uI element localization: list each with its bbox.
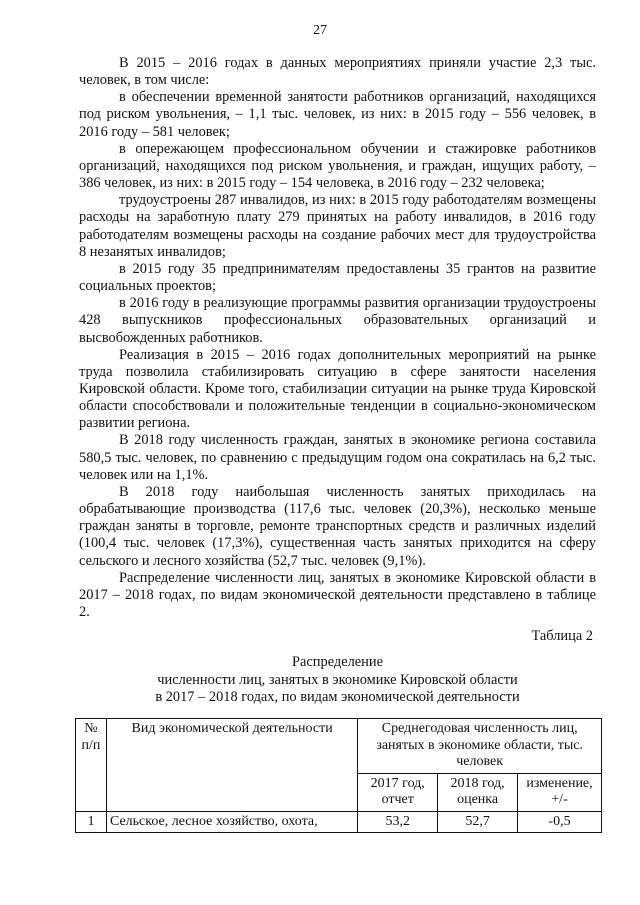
paragraph: В 2015 – 2016 годах в данных мероприятиях приняли участие 2,3 тыс. человек, в том числе: <box>79 55 596 89</box>
paragraph: в 2016 году в реализующие программы развития организации трудоустроены 428 выпускников профессиональных образовательных организаций и высвобожденных работников. <box>79 295 596 346</box>
header-change: изменение, +/- <box>518 773 602 811</box>
paragraph: Распределение численности лиц, занятых в экономике Кировской области в 2017 – 2018 годах, по видам экономической деятельности представлено в таблице 2. <box>79 569 596 620</box>
header-number: № п/п <box>76 719 107 812</box>
employment-table <box>75 718 602 833</box>
table-label: Таблица 2 <box>531 628 593 644</box>
table-row <box>76 811 602 833</box>
table-caption-line: Распределение <box>292 654 383 670</box>
paragraph: в обеспечении временной занятости работников организаций, находящихся под риском увольнения, – 1,1 тыс. человек, из них: в 2015 году – 556 человек, в 2016 году – 581 человек; <box>79 89 596 140</box>
header-year-2017: 2017 год, отчет <box>358 773 438 811</box>
row-value-2018: 52,7 <box>438 811 518 833</box>
table-caption-line: численности лиц, занятых в экономике Кировской области <box>157 671 518 688</box>
page-number: 27 <box>313 23 327 38</box>
paragraph: в опережающем профессиональном обучении и стажировке работников организаций, находящихся под риском увольнения, и граждан, ищущих работу, – 386 человек, из них: в 2015 году – 154 человека, в 2016 году – 232 человека; <box>79 140 596 192</box>
paragraph: В 2018 году численность граждан, занятых в экономике региона составила 580,5 тыс. человек, по сравнению с предыдущим годом она сократилась на 6,2 тыс. человек или на 1,1%. <box>79 432 596 483</box>
row-number: 1 <box>76 811 107 833</box>
row-change: -0,5 <box>518 811 602 833</box>
row-value-2017: 53,2 <box>358 811 438 833</box>
table-header-row <box>76 719 602 774</box>
body-text <box>79 55 596 621</box>
paragraph: в 2015 году 35 предпринимателям предоставлены 35 грантов на развитие социальных проектов; <box>79 260 596 295</box>
paragraph: трудоустроены 287 инвалидов, из них: в 2015 году работодателям возмещены расходы на заработную плату 279 принятых на работу инвалидов, в 2016 году работодателям возмещены расходы на создание рабочих мест для трудоустройства 8 незанятых инвалидов; <box>79 192 596 260</box>
paragraph: Реализация в 2015 – 2016 годах дополнительных мероприятий на рынке труда позволила стабилизировать ситуацию в сфере занятости населения Кировской области. Кроме того, стабилизации ситуации на рынке труда Кировской области способствовали и положительные тенденции в социально-экономическом развитии региона. <box>79 346 596 432</box>
header-year-2018: 2018 год, оценка <box>438 773 518 811</box>
header-group: Среднегодовая численность лиц, занятых в экономике области, тыс. человек <box>358 719 602 774</box>
header-activity: Вид экономической деятельности <box>106 719 357 812</box>
row-activity: Сельское, лесное хозяйство, охота, <box>106 811 357 833</box>
table-caption-line: в 2017 – 2018 годах, по видам экономической деятельности <box>155 689 520 705</box>
paragraph: В 2018 году наибольшая численность занятых приходилась на обрабатывающие производства (117,6 тыс. человек (20,3%), несколько меньше граждан заняты в торговле, ремонте транспортных средств и различных изделий (100,4 тыс. человек (17,3%), существенная часть занятых приходится на сферу сельского и лесного хозяйства (52,7 тыс. человек (9,1%). <box>79 483 596 569</box>
table-caption <box>79 654 596 707</box>
